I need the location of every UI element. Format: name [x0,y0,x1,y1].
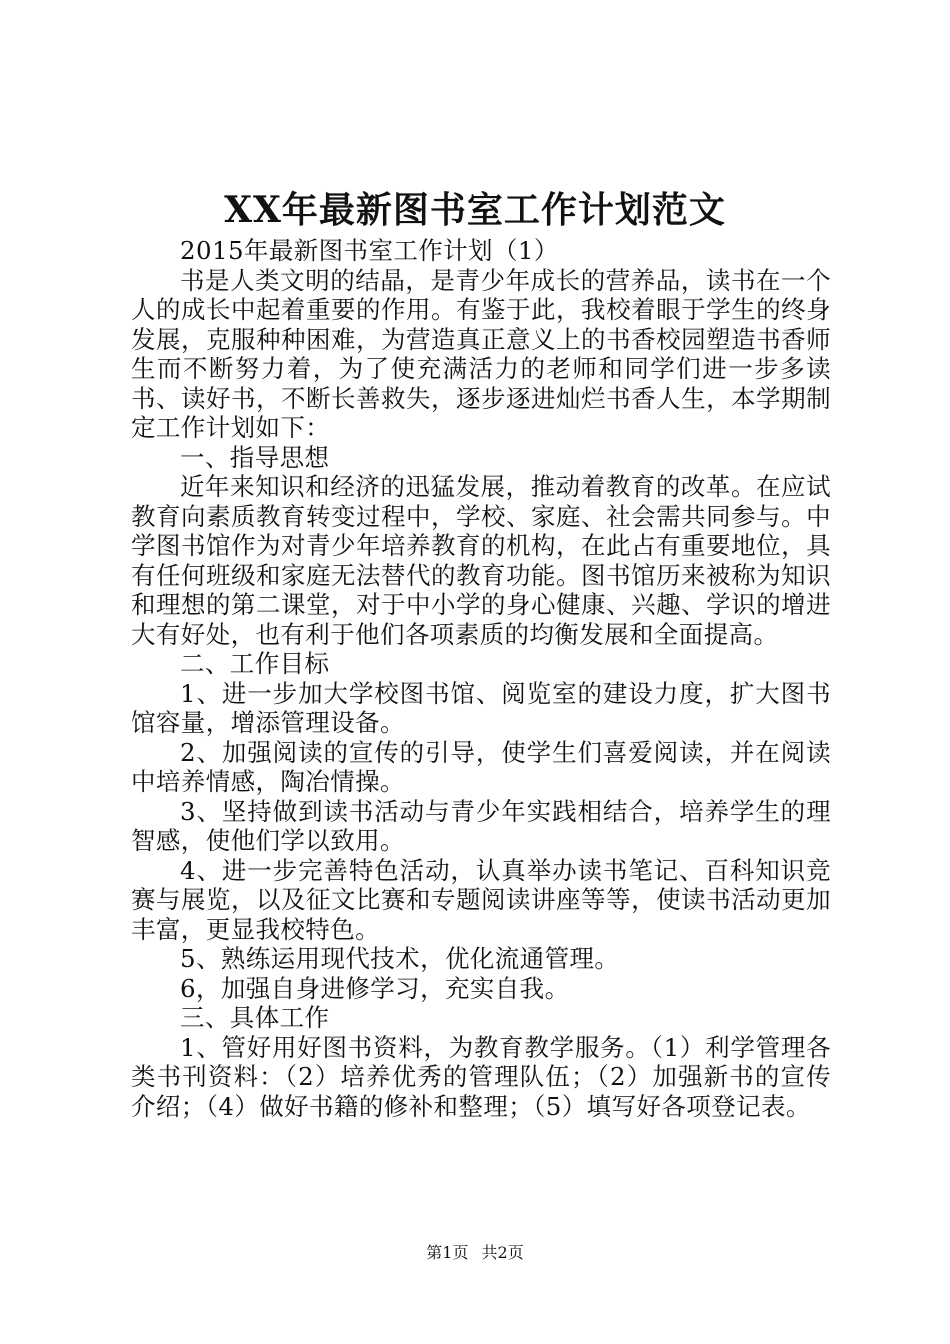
section-heading-guiding-ideas: 一、指导思想 [180,442,330,472]
guiding-ideas-paragraph: 近年来知识和经济的迅猛发展，推动着教育的改革。在应试教育向素质教育转变过程中，学校、家庭、社会需共同参与。中学图书馆作为对青少年培养教育的机构，在此占有重要地位，具有任何班级和家庭无法替代的教育功能。图书馆历来被称为知识和理想的第二课堂，对于中小学的身心健康、兴趣、学识的增进大有好处，也有利于他们各项素质的均衡发展和全面提高。 [131,472,831,649]
section-heading-work-goals: 二、工作目标 [180,649,330,678]
document-body [131,236,831,1121]
section-heading-specific-work: 三、具体工作 [180,1003,330,1032]
page-footer [0,1243,950,1263]
goal-item-4: 4、进一步完善特色活动，认真举办读书笔记、百科知识竞赛与展览，以及征文比赛和专题阅读讲座等等，使读书活动更加丰富，更显我校特色。 [131,855,831,944]
goal-item-5: 5、熟练运用现代技术，优化流通管理。 [180,944,620,973]
page-number-total: 共2页 [481,1243,524,1262]
document-title: XX年最新图书室工作计划范文 [224,189,726,231]
goal-item-6: 6，加强自身进修学习，充实自我。 [180,973,570,1003]
goal-item-2: 2、加强阅读的宣传的引导，使学生们喜爱阅读，并在阅读中培养情感，陶冶情操。 [131,737,831,796]
intro-paragraph: 书是人类文明的结晶，是青少年成长的营养品，读书在一个人的成长中起着重要的作用。有鉴于此，我校着眼于学生的终身发展，克服种种困难，为营造真正意义上的书香校园塑造书香师生而不断努力着，为了使充满活力的老师和同学们进一步多读书、读好书，不断长善救失，逐步逐进灿烂书香人生，本学期制定工作计划如下： [131,265,831,442]
goal-item-3: 3、坚持做到读书活动与青少年实践相结合，培养学生的理智感，使他们学以致用。 [131,796,831,855]
subtitle-paragraph: 2015年最新图书室工作计划（1） [180,236,559,265]
page-number-current: 第1页 [426,1243,469,1262]
goal-item-1: 1、进一步加大学校图书馆、阅览室的建设力度，扩大图书馆容量，增添管理设备。 [131,678,831,737]
specific-work-item-1: 1、管好用好图书资料，为教育教学服务。（1）利学管理各类书刊资料：（2）培养优秀的管理队伍；（2）加强新书的宣传介绍；（4）做好书籍的修补和整理；（5）填写好各项登记表。 [131,1032,831,1121]
